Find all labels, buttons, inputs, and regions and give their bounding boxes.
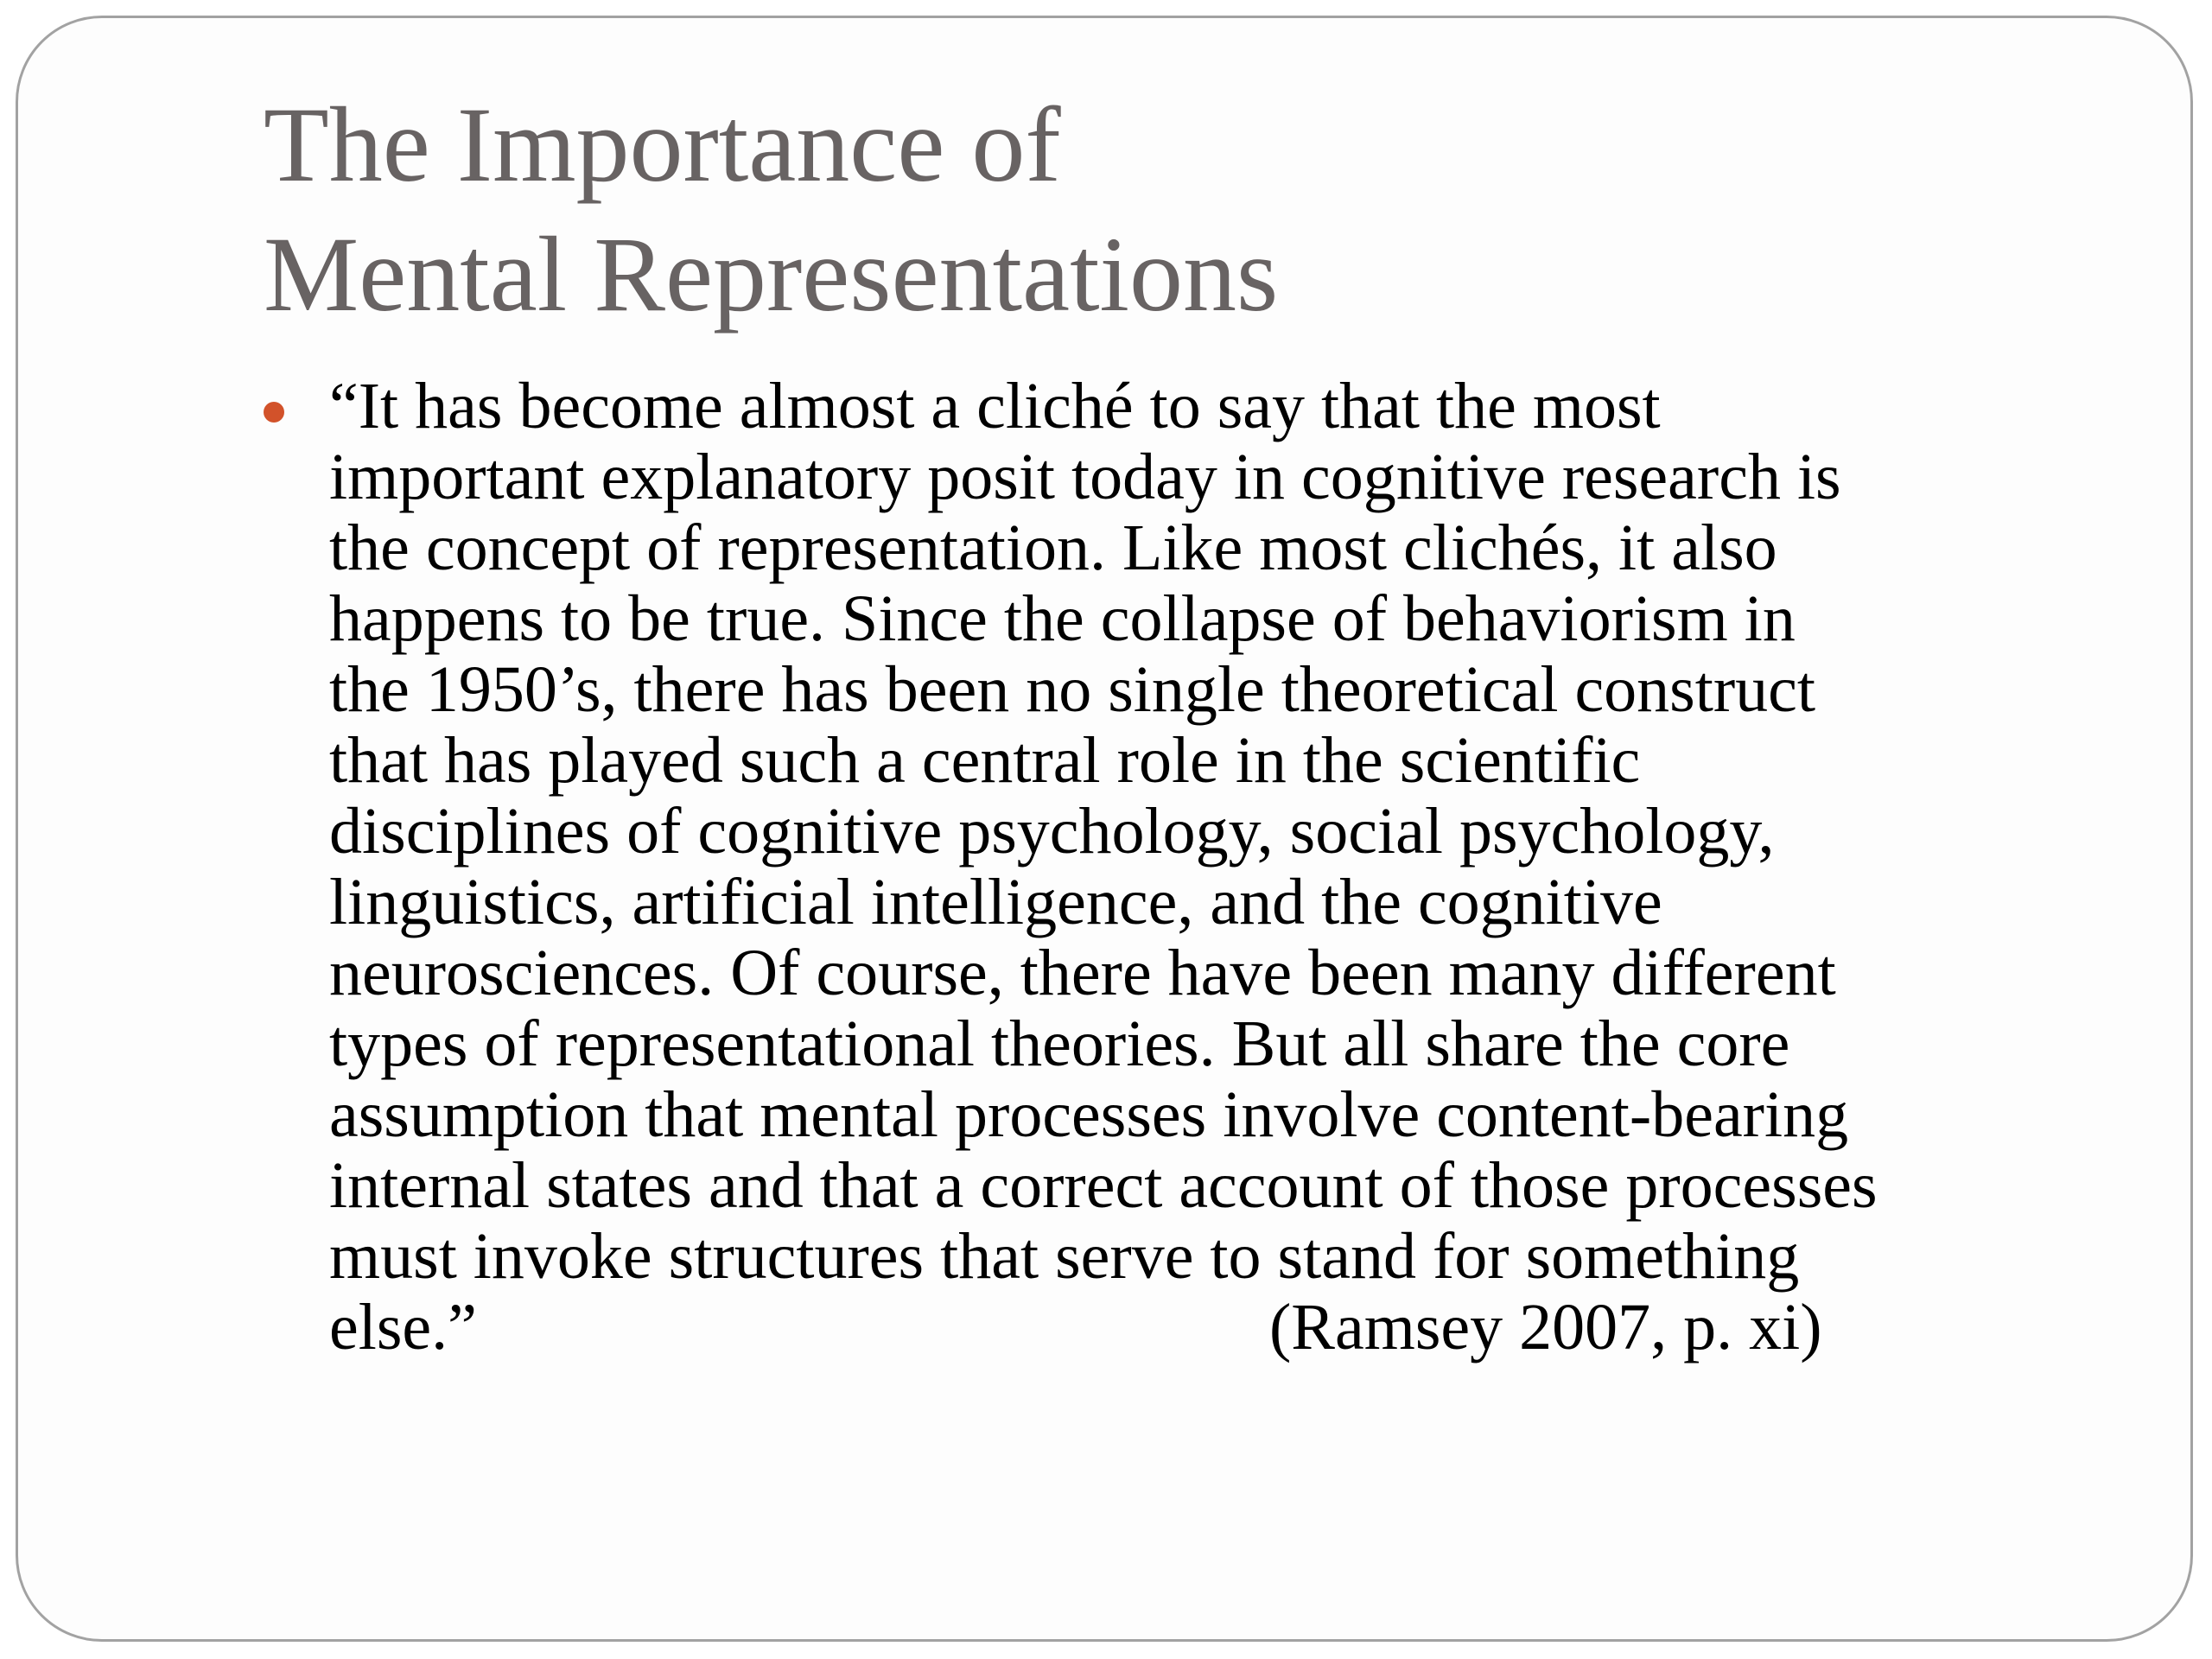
quote-line: the concept of representation. Like most clichés, it also (329, 512, 1777, 584)
quote-line: assumption that mental processes involve content-bearing (329, 1078, 1849, 1151)
quote-line: internal states and that a correct account of those processes (329, 1149, 1878, 1222)
quote-line: that has played such a central role in the scientific (329, 724, 1641, 797)
quote-line: linguistics, artificial intelligence, and the cognitive (329, 866, 1662, 938)
bullet-dot-icon (264, 402, 284, 423)
quote-line: important explanatory posit today in cognitive research is (329, 441, 1841, 513)
quote-text (329, 371, 1878, 1363)
slide-frame (16, 16, 2193, 1642)
quote-line: neurosciences. Of course, there have been many different (329, 937, 1836, 1009)
quote-line: must invoke structures that serve to stand for something (329, 1220, 1800, 1293)
quote-line: types of representational theories. But all share the core (329, 1007, 1790, 1080)
quote-closing: else.” (329, 1291, 477, 1363)
quote-line-last (329, 1292, 1878, 1363)
quote-line: “It has become almost a cliché to say that the most (329, 370, 1661, 442)
citation: (Ramsey 2007, p. xi) (1269, 1291, 1822, 1363)
quote-line: disciplines of cognitive psychology, social psychology, (329, 795, 1775, 868)
quote-line: the 1950’s, there has been no single theoretical construct (329, 653, 1816, 726)
slide-title-line-1: The Importance of (264, 86, 1061, 204)
slide-title (264, 80, 2078, 340)
quote-line: happens to be true. Since the collapse of behaviorism in (329, 582, 1796, 655)
slide-title-line-2: Mental Representations (264, 215, 1279, 334)
